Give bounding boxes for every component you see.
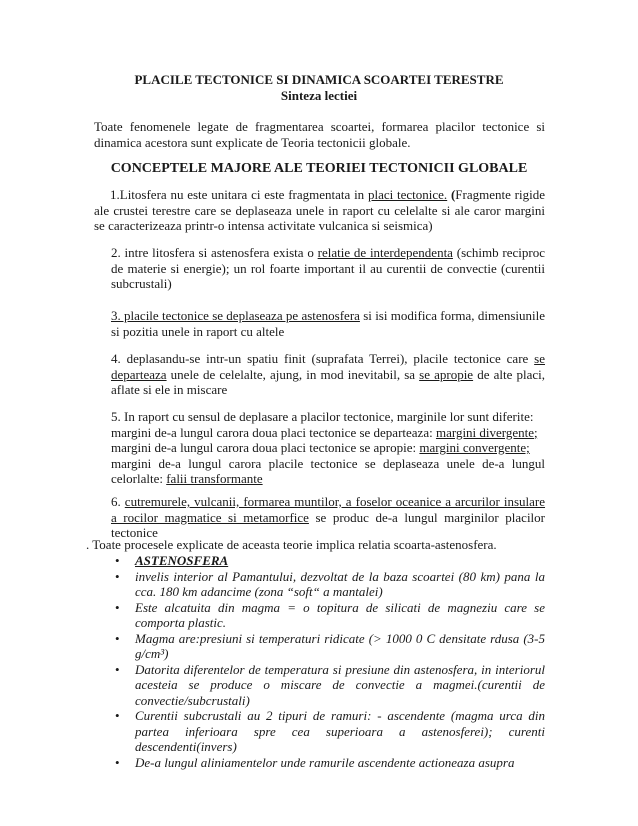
point-5 (111, 409, 545, 487)
point-4-term-diverge: se departeaza (111, 351, 545, 382)
list-item-text: invelis interior al Pamantului, dezvoltat de la baza scoartei (80 km) pana la cca. 180 km adancime (zona “soft“ a mantalei) (135, 568, 545, 599)
list-item-text: Este alcatuita din magma = o topitura de silicati de magneziu care se comporta plastic. (135, 599, 545, 630)
point-2-term: relatie de interdependenta (317, 245, 453, 260)
point-1-explanation: Fragmente rigide ale crustei terestre care se deplaseaza unele in raport cu celelalte si ale caror margini se caracterizeaza printr-o intensa activitate vulcanica si seismica) (94, 187, 545, 233)
point-1-text: 1.Litosfera nu este unitara ci este fragmentata in (110, 187, 368, 202)
point-6-text: 6. (111, 494, 125, 509)
astenosfera-list (111, 553, 545, 770)
point-5-line-2-text: margini de-a lungul carora doua placi tectonice se departeaza: (111, 424, 436, 440)
list-item-text: Magma are:presiuni si temperaturi ridicate (> 1000 0 C densitate rdusa (3-5 g/cm³) (135, 630, 545, 661)
point-1-term: placi tectonice. (367, 187, 448, 202)
list-item-text: Curentii subcrustali au 2 tipuri de ramuri: - ascendente (magma urca din partea inferioara spre cea superioara a astenosferei); curenti descendenti(invers) (135, 708, 545, 754)
document-subtitle: Sinteza lectiei (280, 88, 358, 103)
list-item (111, 553, 545, 569)
point-1 (94, 187, 545, 234)
list-item (111, 708, 545, 755)
list-heading: ASTENOSFERA (135, 553, 229, 568)
point-4-text: 4. deplasandu-se intr-un spatiu finit (suprafata Terrei), placile tectonice care (111, 351, 535, 366)
point-6-term: cutremurele, vulcanii, formarea muntilor, a foselor oceanice a arcurilor insulare a rocilor magmatice si metamorfice (111, 494, 546, 525)
section-heading: CONCEPTELE MAJORE ALE TEORIEI TECTONICII GLOBALE (110, 161, 528, 176)
bullet-icon: • (115, 599, 120, 615)
point-2-text: 2. intre litosfera si astenosfera exista o (111, 245, 318, 260)
point-6 (111, 494, 545, 541)
list-item (111, 631, 545, 662)
point-4 (111, 351, 545, 398)
bullet-icon: • (115, 568, 120, 584)
point-5-line-4-text: margini de-a lungul carora placile tectonice se deplaseaza unele de-a lungul celorlalte: (111, 455, 545, 486)
list-item-text: De-a lungul aliniamentelor unde ramurile ascendente actioneaza asupra (135, 754, 515, 770)
point-5-transform: falii transformante (166, 471, 263, 486)
list-item (111, 569, 545, 600)
point-5-line-3 (111, 440, 545, 456)
bullet-icon: • (115, 630, 120, 646)
point-3-term: 3. placile tectonice se deplaseaza pe astenosfera (111, 308, 360, 323)
note-paragraph: . Toate procesele explicate de aceasta teorie implica relatia scoarta-astenosfera. (86, 537, 497, 552)
point-5-line-3-text: margini de-a lungul carora doua placi tectonice se apropie: (111, 440, 420, 455)
point-5-line-4 (111, 456, 545, 487)
point-3 (111, 308, 545, 339)
point-2-explanation: (schimb reciproc de materie si energie); un rol foarte important il au curentii de convectie (curentii subcrustali) (111, 245, 545, 291)
list-item (111, 755, 545, 771)
bullet-icon: • (115, 708, 120, 723)
point-4-term-converge: se apropie (419, 366, 474, 382)
point-4-explanation: de alte placi, aflate si ele in miscare (111, 366, 545, 397)
list-item-text: Datorita diferentelor de temperatura si presiune din astenosfera, in interiorul acesteia se produce o miscare de convectie a magmei.(curentii de convectie/subcrustali) (135, 661, 545, 708)
point-5-line-1: 5. In raport cu sensul de deplasare a placilor tectonice, marginile lor sunt diferite: (111, 409, 534, 424)
bullet-icon: • (115, 754, 120, 770)
point-5-convergent: margini convergente; (419, 440, 530, 455)
point-5-divergent: margini divergente; (435, 424, 538, 440)
point-1-paren: ( (447, 187, 456, 202)
point-5-line-2 (111, 425, 545, 441)
document-title: PLACILE TECTONICE SI DINAMICA SCOARTEI TERESTRE (134, 72, 504, 87)
intro-paragraph: Toate fenomenele legate de fragmentarea scoartei, formarea placilor tectonice si dinamica acestora sunt explicate de Teoria tectonicii globale. (94, 119, 545, 150)
list-item (111, 600, 545, 631)
bullet-icon: • (115, 553, 120, 568)
point-6-explanation: se produc de-a lungul marginilor placilor tectonice (111, 509, 545, 540)
point-2 (111, 245, 545, 292)
bullet-icon: • (115, 661, 120, 677)
point-4-mid: unele de celelalte, ajung, in mod inevitabil, sa (166, 366, 420, 382)
list-item (111, 662, 545, 709)
point-3-explanation: si isi modifica forma, dimensiunile si pozitia unele in raport cu altele (111, 308, 546, 339)
